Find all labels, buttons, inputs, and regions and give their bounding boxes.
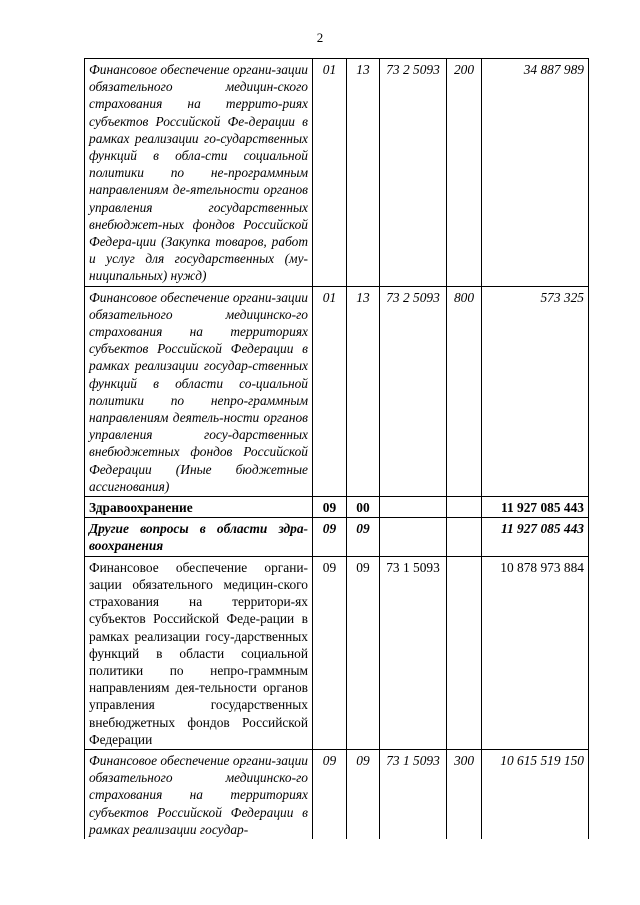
row-expense-type-code: 800 (447, 286, 482, 496)
row-subsection-code: 13 (347, 286, 380, 496)
table-row (85, 556, 589, 749)
row-expense-type-code: 200 (447, 59, 482, 287)
budget-table (84, 58, 589, 839)
page-number: 2 (316, 30, 324, 45)
row-target-item-code: 73 2 5093 (380, 286, 447, 496)
row-target-item-code: 73 1 5093 (380, 556, 447, 749)
row-name: Финансовое обеспечение органи-зации обязательного медицинско-го страхования на территориях субъектов Российской Федерации в рамках реализации государ-ственных функций в области со-циальной политики по непро-граммным направлениям деятель-ности органов управления госу-дарственных внебюджетных фондов Российской Федерации (Иные бюджетные ассигнования) (85, 286, 313, 496)
row-expense-type-code: 300 (447, 749, 482, 839)
row-name: Другие вопросы в области здра-воохранения (85, 518, 313, 556)
row-section-code: 01 (313, 59, 347, 287)
table-row (85, 518, 589, 556)
row-name: Финансовое обеспечение органи-зации обязательного медицинско-го страхования на территориях субъектов Российской Федерации в рамках реализации государ- (85, 749, 313, 839)
row-section-code: 09 (313, 497, 347, 518)
row-section-code: 09 (313, 749, 347, 839)
table-row (85, 749, 589, 839)
row-target-item-code (380, 497, 447, 518)
table-row (85, 286, 589, 496)
row-section-code: 09 (313, 556, 347, 749)
row-subsection-code: 09 (347, 518, 380, 556)
row-name: Финансовое обеспечение органи-зации обязательного медицин-ского страхования на территори-ях субъектов Российской Феде-рации в рамках реализации госу-дарственных функций в области социальной политики по непро-граммным направлениям дея-тельности органов управления государственных внебюджетных фондов Российской Федерации (85, 556, 313, 749)
row-target-item-code: 73 2 5093 (380, 59, 447, 287)
row-section-code: 01 (313, 286, 347, 496)
row-subsection-code: 09 (347, 556, 380, 749)
row-amount: 573 325 (482, 286, 589, 496)
table-row (85, 497, 589, 518)
row-expense-type-code (447, 556, 482, 749)
table-row (85, 59, 589, 287)
row-name: Здравоохранение (85, 497, 313, 518)
row-amount: 10 878 973 884 (482, 556, 589, 749)
row-amount: 11 927 085 443 (482, 518, 589, 556)
row-amount: 34 887 989 (482, 59, 589, 287)
row-subsection-code: 00 (347, 497, 380, 518)
row-subsection-code: 13 (347, 59, 380, 287)
row-section-code: 09 (313, 518, 347, 556)
row-subsection-code: 09 (347, 749, 380, 839)
row-amount: 11 927 085 443 (482, 497, 589, 518)
row-target-item-code (380, 518, 447, 556)
row-expense-type-code (447, 518, 482, 556)
row-name: Финансовое обеспечение органи-зации обязательного медицин-ского страхования на террито-риях субъектов Российской Фе-дерации в рамках реализации го-сударственных функций в обла-сти социальной политики по не-программным направлениям де-ятельности органов управления государственных внебюджет-ных фондов Российской Федера-ции (Закупка товаров, работ и услуг для государственных (му-ниципальных) нужд) (85, 59, 313, 287)
row-target-item-code: 73 1 5093 (380, 749, 447, 839)
row-expense-type-code (447, 497, 482, 518)
row-amount: 10 615 519 150 (482, 749, 589, 839)
